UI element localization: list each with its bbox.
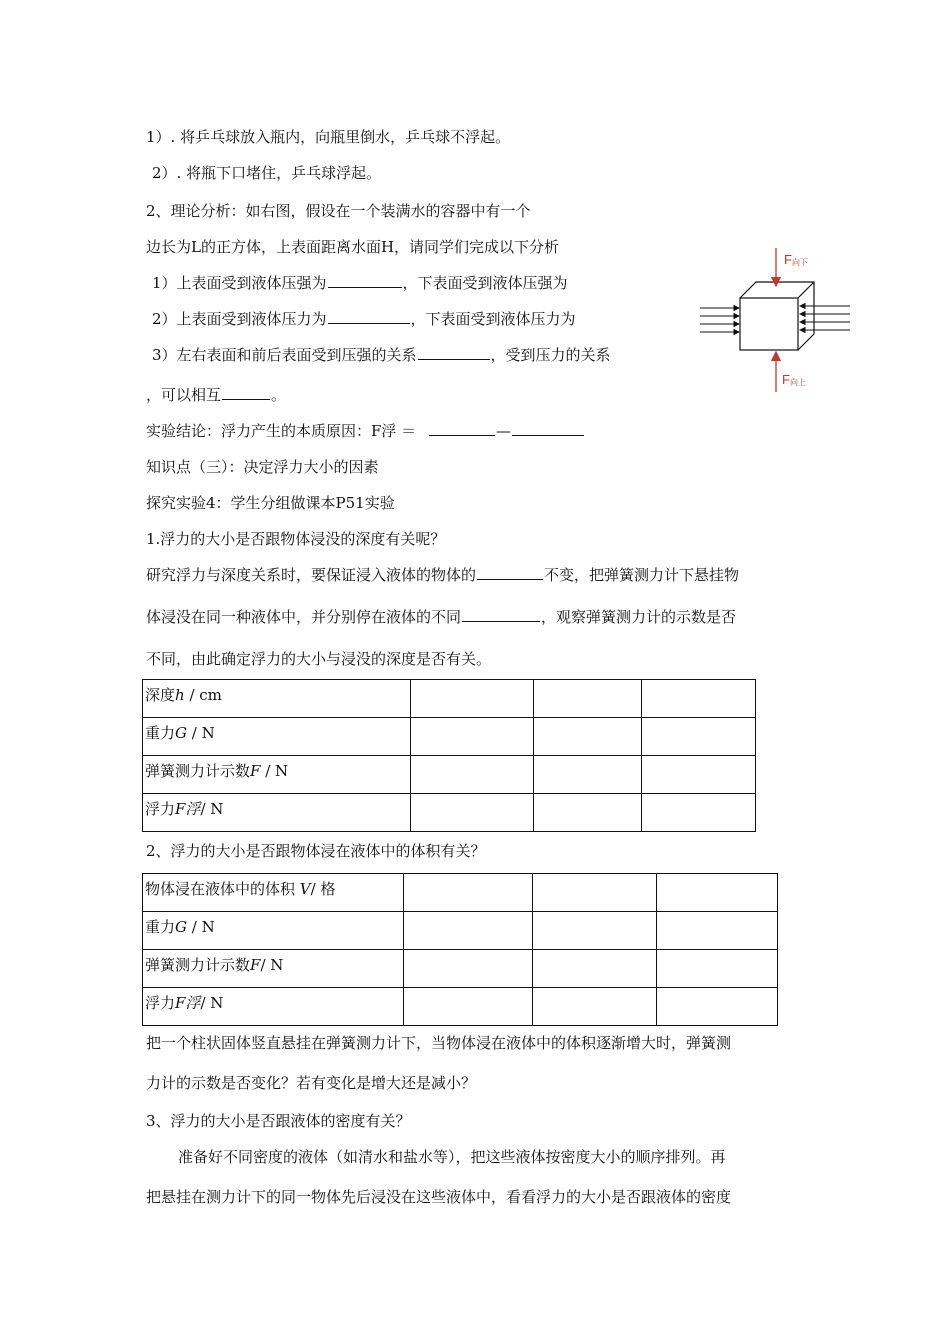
answer-cell[interactable] [657, 950, 778, 988]
blank-depth[interactable] [462, 607, 540, 622]
theory-desc: 边长为L的正方体，上表面距离水面H，请同学们完成以下分析 [146, 238, 560, 256]
answer-cell[interactable] [410, 680, 534, 718]
q-cancel-a: ，可以相互 [146, 386, 222, 404]
answer-cell[interactable] [403, 988, 533, 1026]
q-pressure-a: 1）上表面受到液体压强为 [152, 274, 327, 292]
q-force-a: 2）上表面受到液体压力为 [152, 310, 327, 328]
para-depth-1a: 研究浮力与深度关系时，要保证浸入液体的物体的 [146, 566, 477, 584]
row-header-symbol: G [175, 724, 187, 742]
para-density-1: 准备好不同密度的液体（如清水和盐水等），把这些液体按密度大小的顺序排列。再 [178, 1148, 726, 1166]
step-2: 2）. 将瓶下口堵住，乒乓球浮起。 [152, 164, 382, 182]
answer-cell[interactable] [534, 718, 642, 756]
row-header-unit: / N [200, 994, 224, 1012]
up-force-label: F [782, 372, 790, 387]
table-row [143, 874, 778, 912]
row-header-text: 物体浸在液体中的体积 [145, 880, 300, 898]
row-header-unit: / N [187, 918, 215, 936]
q-force [152, 308, 576, 329]
row-header-unit: / cm [184, 686, 222, 704]
para-depth-2 [146, 606, 736, 627]
row-header-text: 浮力 [145, 800, 176, 818]
conclusion-dash: — [495, 422, 511, 440]
q-cancel-b: 。 [271, 386, 287, 404]
answer-cell[interactable] [403, 950, 533, 988]
answer-cell[interactable] [657, 988, 778, 1026]
table-volume [142, 873, 778, 1026]
row-header-cell [143, 950, 404, 988]
row-header-unit: / N [260, 762, 289, 780]
row-header-symbol: F浮 [175, 800, 201, 818]
answer-cell[interactable] [410, 718, 534, 756]
row-header-cell [143, 718, 411, 756]
row-header-text: 浮力 [145, 994, 176, 1012]
row-header-cell [143, 756, 411, 794]
row-header-unit: / N [260, 956, 284, 974]
table-depth [142, 679, 756, 832]
row-header-text: 重力 [145, 724, 176, 742]
blank-buoyancy-1[interactable] [429, 421, 495, 436]
para-depth-2a: 体浸没在同一种液体中，并分别停在液体的不同 [146, 608, 462, 626]
row-header-text: 重力 [145, 918, 176, 936]
answer-cell[interactable] [403, 874, 533, 912]
row-header-text: 弹簧测力计示数 [145, 956, 251, 974]
row-header-symbol: h [175, 686, 185, 704]
row-header-cell [143, 988, 404, 1026]
blank-cancel[interactable] [222, 385, 270, 400]
answer-cell[interactable] [534, 794, 642, 832]
answer-cell[interactable] [642, 718, 756, 756]
row-header-symbol: F [250, 762, 261, 780]
left-pressure-arrows [700, 308, 739, 332]
q-pressure [152, 272, 568, 293]
q-cancel [146, 384, 286, 405]
table-row [143, 912, 778, 950]
row-header-unit: / N [187, 724, 215, 742]
table-row [143, 988, 778, 1026]
row-header-unit: / 格 [310, 880, 336, 898]
answer-cell[interactable] [534, 756, 642, 794]
row-header-text: 深度 [145, 686, 176, 704]
cube-pressure-diagram [696, 248, 856, 394]
table-row [143, 950, 778, 988]
step-1: 1）. 将乒乓球放入瓶内，向瓶里倒水，乒乓球不浮起。 [146, 128, 511, 146]
answer-cell[interactable] [657, 912, 778, 950]
q-pressure-b: ，下表面受到液体压强为 [402, 274, 568, 292]
para-volume-2: 力计的示数是否变化？若有变化是增大还是减小？ [146, 1074, 477, 1092]
row-header-cell [143, 874, 404, 912]
row-header-unit: / N [200, 800, 224, 818]
blank-pressure-relation[interactable] [418, 345, 490, 360]
para-volume-1: 把一个柱状固体竖直悬挂在弹簧测力计下，当物体浸在液体中的体积逐渐增大时，弹簧测 [146, 1034, 732, 1052]
knowledge-3: 知识点（三）：决定浮力大小的因素 [146, 458, 379, 476]
answer-cell[interactable] [533, 988, 657, 1026]
answer-cell[interactable] [533, 912, 657, 950]
q-force-b: ，下表面受到液体压力为 [410, 310, 576, 328]
answer-cell[interactable] [642, 756, 756, 794]
row-header-symbol: V [299, 880, 311, 898]
answer-cell[interactable] [534, 680, 642, 718]
blank-volume[interactable] [477, 565, 543, 580]
answer-cell[interactable] [403, 912, 533, 950]
cube-shape [740, 282, 814, 350]
question-1: 1.浮力的大小是否跟物体浸没的深度有关呢？ [146, 530, 446, 548]
table-row [143, 680, 756, 718]
blank-buoyancy-2[interactable] [512, 421, 584, 436]
q-sides-a: 3）左右表面和前后表面受到压强的关系 [152, 346, 417, 364]
row-header-symbol: F浮 [175, 994, 201, 1012]
row-header-cell [143, 794, 411, 832]
section-theory: 2、理论分析：如右图，假设在一个装满水的容器中有一个 [146, 202, 531, 220]
para-depth-1 [146, 564, 739, 585]
table-row [143, 718, 756, 756]
table-row [143, 756, 756, 794]
answer-cell[interactable] [533, 950, 657, 988]
up-force-sub: 向上 [790, 378, 806, 387]
answer-cell[interactable] [533, 874, 657, 912]
para-depth-1b: 不变，把弹簧测力计下悬挂物 [544, 566, 740, 584]
row-header-cell [143, 912, 404, 950]
para-depth-3: 不同，由此确定浮力的大小与浸没的深度是否有关。 [146, 650, 492, 668]
row-header-text: 弹簧测力计示数 [145, 762, 251, 780]
blank-top-pressure[interactable] [328, 273, 402, 288]
answer-cell[interactable] [657, 874, 778, 912]
para-density-2: 把悬挂在测力计下的同一物体先后浸没在这些液体中，看看浮力的大小是否跟液体的密度 [146, 1188, 732, 1206]
answer-cell[interactable] [410, 794, 534, 832]
right-pressure-arrows [800, 306, 850, 330]
q-sides-b: ，受到压力的关系 [490, 346, 611, 364]
row-header-cell [143, 680, 411, 718]
experiment-4: 探究实验4：学生分组做课本P51实验 [146, 494, 395, 512]
question-3: 3、浮力的大小是否跟液体的密度有关？ [146, 1112, 411, 1130]
conclusion [146, 420, 585, 441]
table-row [143, 794, 756, 832]
answer-cell[interactable] [642, 794, 756, 832]
row-header-symbol: F [250, 956, 261, 974]
para-depth-2b: ，观察弹簧测力计的示数是否 [541, 608, 737, 626]
blank-top-force[interactable] [328, 309, 410, 324]
conclusion-a: 实验结论：浮力产生的本质原因：F浮 ＝ [146, 422, 417, 440]
question-2: 2、浮力的大小是否跟物体浸在液体中的体积有关？ [146, 842, 486, 860]
answer-cell[interactable] [642, 680, 756, 718]
down-force-label: F [784, 252, 792, 267]
down-force-sub: 向下 [792, 258, 808, 267]
answer-cell[interactable] [410, 756, 534, 794]
row-header-symbol: G [175, 918, 187, 936]
q-sides [152, 344, 611, 365]
